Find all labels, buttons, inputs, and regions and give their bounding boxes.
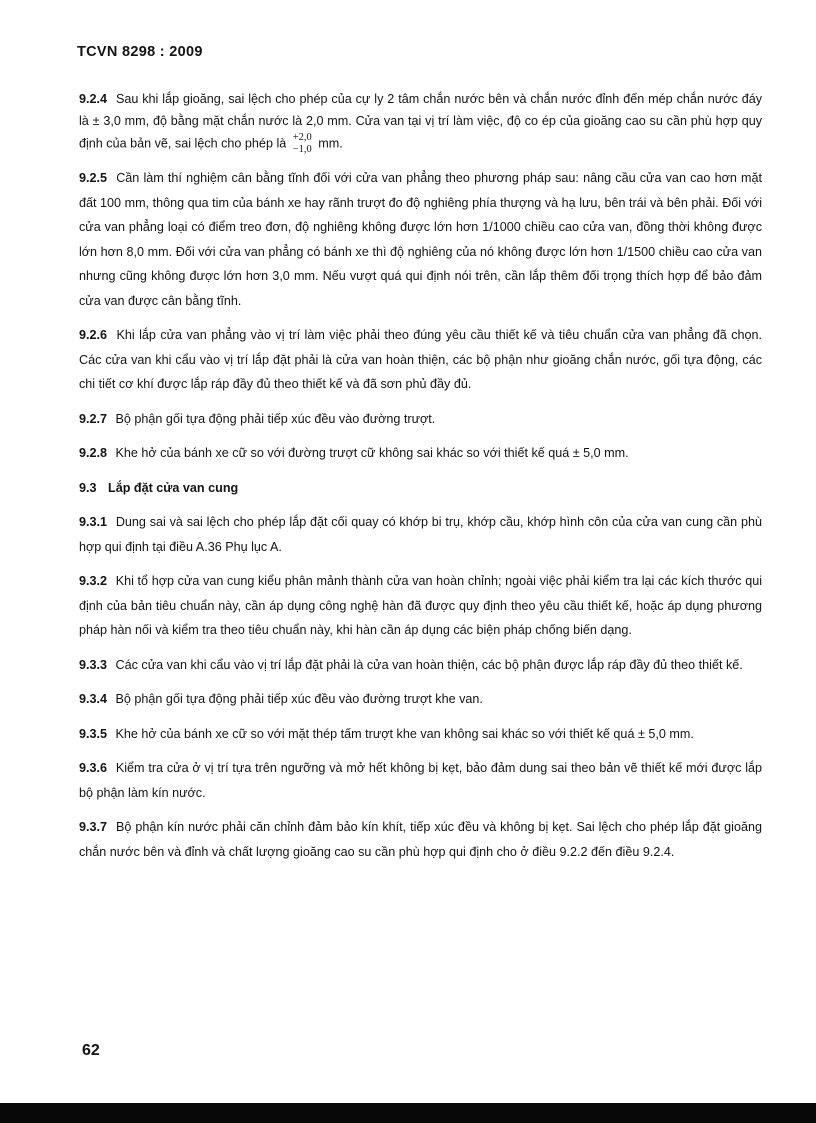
clause-number: 9.3.1 bbox=[79, 515, 108, 529]
section-title: Lắp đặt cửa van cung bbox=[108, 480, 239, 495]
clause-number: 9.3.7 bbox=[79, 820, 108, 834]
tolerance-upper: +2,0 bbox=[292, 132, 312, 143]
clause-text: Sau khi lắp gioăng, sai lệch cho phép của cự ly 2 tâm chắn nước bên và chắn nước đỉnh đến mép chắn nước đáy là ± 3,0 mm, độ bằng mặt chắn nước là 2,0 mm. Cửa van tại vị trí làm việc, độ co ép của gioăng cao su cần phù hợp quy định của bản vẽ, sai lệch cho phép là bbox=[79, 92, 763, 151]
clause-9-3-6 bbox=[79, 756, 762, 805]
tolerance-lower: −1,0 bbox=[292, 144, 312, 155]
section-number: 9.3 bbox=[79, 480, 97, 495]
clause-text: Kiểm tra cửa ở vị trí tựa trên ngưỡng và mở hết không bị kẹt, bảo đảm dung sai theo bản vẽ thiết kế mới được lắp bộ phận làm kín nước. bbox=[79, 761, 762, 800]
tolerance-unit: mm. bbox=[318, 136, 343, 151]
clause-number: 9.3.5 bbox=[79, 726, 108, 741]
clause-number: 9.3.3 bbox=[79, 657, 108, 672]
clause-number: 9.2.4 bbox=[79, 92, 108, 106]
clause-9-2-7 bbox=[79, 407, 762, 432]
clause-9-2-4 bbox=[79, 88, 762, 156]
clause-9-2-8 bbox=[79, 441, 762, 466]
clause-9-3-3 bbox=[79, 653, 762, 678]
clause-number: 9.2.6 bbox=[79, 328, 108, 342]
clause-text: Bộ phận gối tựa động phải tiếp xúc đều vào đường trượt khe van. bbox=[115, 692, 483, 706]
clause-9-3-4 bbox=[79, 687, 762, 712]
tolerance-value bbox=[293, 132, 312, 156]
section-heading-9-3 bbox=[79, 476, 762, 501]
clause-text: Bộ phận kín nước phải căn chỉnh đảm bảo kín khít, tiếp xúc đều và không bị kẹt. Sai lệch cho phép lắp đặt gioăng chắn nước bên và đỉnh và chất lượng gioăng cao su cần phù hợp qui định cho ở điều 9.2.2 đến điều 9.2.4. bbox=[79, 820, 763, 859]
clause-text: Cần làm thí nghiệm cân bằng tĩnh đối với cửa van phẳng theo phương pháp sau: nâng cầu cửa van cao hơn mặt đất 100 mm, thông qua tim của bánh xe hay rãnh trượt đo độ nghiêng phía thượng và hạ lưu, bên trái và bên phải. Đối với cửa van phẳng loại có điểm treo đơn, độ nghiêng không được lớn hơn 1/1000 chiều cao cửa van, đồng thời không được lớn hơn 8,0 mm. Đối với cửa van phẳng có bánh xe thì độ nghiêng của nó không được lớn hơn 1/1500 chiều cao cửa van nhưng cũng không được lớn hơn 3,0 mm. Nếu vượt quá qui định nói trên, cần lắp thêm đối trọng thích hợp để bảo đảm cửa van được cân bằng tĩnh. bbox=[79, 171, 763, 308]
clause-text: Dung sai và sai lệch cho phép lắp đặt cối quay có khớp bi trụ, khớp cầu, khớp hình côn của cửa van cung cần phù hợp qui định tại điều A.36 Phụ lục A. bbox=[79, 515, 762, 554]
clause-number: 9.3.4 bbox=[79, 692, 108, 706]
clause-9-3-1 bbox=[79, 510, 762, 559]
clause-number: 9.2.7 bbox=[79, 411, 108, 426]
clause-text: Khe hở của bánh xe cữ so với mặt thép tấm trượt khe van không sai khác so với thiết kế quá ± 5,0 mm. bbox=[115, 726, 694, 741]
clause-number: 9.3.2 bbox=[79, 574, 108, 588]
clause-9-2-5 bbox=[79, 166, 762, 313]
clause-text: Khe hở của bánh xe cữ so với đường trượt cữ không sai khác so với thiết kế quá ± 5,0 mm. bbox=[115, 446, 629, 460]
clause-text: Bộ phận gối tựa động phải tiếp xúc đều vào đường trượt. bbox=[115, 411, 436, 426]
clause-9-2-6 bbox=[79, 323, 762, 397]
document-body bbox=[79, 78, 762, 874]
clause-9-3-2 bbox=[79, 569, 762, 643]
document-header: TCVN 8298 : 2009 bbox=[77, 44, 203, 60]
clause-9-3-5 bbox=[79, 722, 762, 747]
clause-text: Các cửa van khi cẩu vào vị trí lắp đặt phải là cửa van hoàn thiện, các bộ phận được lắp ráp đầy đủ theo thiết kế. bbox=[115, 657, 743, 672]
clause-text: Khi tổ hợp cửa van cung kiểu phân mảnh thành cửa van hoàn chỉnh; ngoài việc phải kiểm tra lại các kích thước qui định của bản tiêu chuẩn này, cần áp dụng công nghệ hàn đã được quy định theo yêu cầu thiết kế, hoặc áp dụng phương pháp hàn nối và kiểm tra theo tiêu chuẩn này, khi hàn cần áp dụng các biện pháp chống biến dạng. bbox=[79, 574, 763, 637]
scan-edge-bar bbox=[0, 1103, 816, 1123]
page-number: 62 bbox=[82, 1042, 100, 1059]
clause-text: Khi lắp cửa van phẳng vào vị trí làm việc phải theo đúng yêu cầu thiết kế và tiêu chuẩn cửa van phẳng đã chọn. Các cửa van khi cẩu vào vị trí lắp đặt phải là cửa van hoàn thiện, các bộ phận như gioăng chắn nước, gối tựa động, các chi tiết cơ khí được lắp ráp đầy đủ theo thiết kế và đã sơn phủ đầy đủ. bbox=[79, 328, 762, 391]
clause-9-3-7 bbox=[79, 815, 762, 864]
clause-number: 9.2.8 bbox=[79, 446, 108, 460]
clause-number: 9.3.6 bbox=[79, 761, 108, 775]
clause-number: 9.2.5 bbox=[79, 171, 108, 185]
